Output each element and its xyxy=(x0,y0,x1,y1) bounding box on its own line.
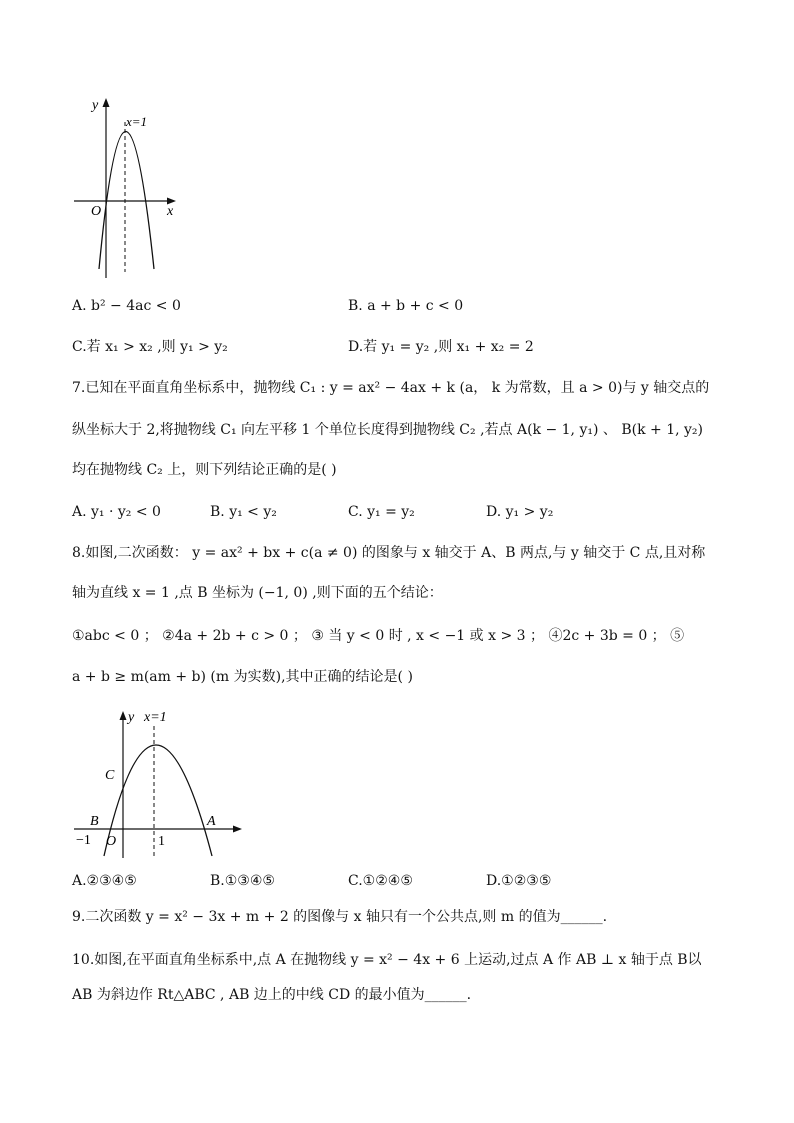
q7-option-b[interactable]: B. y₁ < y₂ xyxy=(210,504,277,520)
q6-option-c[interactable]: C.若 x₁ > x₂ ,则 y₁ > y₂ xyxy=(72,339,228,355)
figure-2-origin-label: O xyxy=(106,834,117,849)
q8-option-d[interactable]: D.①②③⑤ xyxy=(486,873,552,889)
q10-text-line-2: AB 为斜边作 Rt△ABC , AB 边上的中线 CD 的最小值为______. xyxy=(72,987,472,1003)
q7-option-c[interactable]: C. y₁ = y₂ xyxy=(348,504,415,520)
q8-text-line-3: ①abc < 0 ； ②4a + 2b + c > 0 ； ③ 当 y < 0 时 , x < −1 或 x > 3 ； ④2c + 3b = 0 ； ⑤ xyxy=(72,628,685,644)
figure-1-parabola-curve xyxy=(99,132,154,270)
figure-2-axis-label: x=1 xyxy=(144,710,167,725)
figure-2-tick-neg1: −1 xyxy=(76,833,91,848)
q8-text-line-1: 8.如图,二次函数： y = ax² + bx + c(a ≠ 0) 的图象与 x 轴交于 A、B 两点,与 y 轴交于 C 点,且对称 xyxy=(72,545,706,561)
figure-1-origin-label: O xyxy=(91,204,102,219)
q8-text-line-4: a + b ≥ m(am + b) (m 为实数),其中正确的结论是( ) xyxy=(72,669,413,685)
q8-option-b[interactable]: B.①③④⑤ xyxy=(210,873,275,889)
figure-1-parabola xyxy=(70,92,190,282)
figure-2-point-c: C xyxy=(105,768,115,783)
q7-option-d[interactable]: D. y₁ > y₂ xyxy=(486,504,554,520)
q9-text-line-1: 9.二次函数 y = x² − 3x + m + 2 的图像与 x 轴只有一个公共点,则 m 的值为______. xyxy=(72,909,608,925)
q10-text-line-1: 10.如图,在平面直角坐标系中,点 A 在抛物线 y = x² − 4x + 6 上运动,过点 A 作 AB ⊥ x 轴于点 B以 xyxy=(72,952,702,968)
q6-option-a[interactable]: A. b² − 4ac < 0 xyxy=(72,298,181,314)
figure-2-point-b: B xyxy=(90,814,99,829)
figure-2-point-a: A xyxy=(207,814,216,829)
figure-1-axis-label: x=1 xyxy=(126,114,148,129)
figure-2-y-label: y xyxy=(128,710,135,725)
figure-1-x-label: x xyxy=(167,204,174,219)
figure-1-y-arrow xyxy=(103,98,110,107)
q8-option-a[interactable]: A.②③④⑤ xyxy=(72,873,137,889)
q8-text-line-2: 轴为直线 x = 1 ,点 B 坐标为 (−1, 0) ,则下面的五个结论： xyxy=(72,585,443,601)
figure-1-y-label: y xyxy=(92,98,99,113)
figure-2-tick-1: 1 xyxy=(158,834,165,849)
q8-option-c[interactable]: C.①②④⑤ xyxy=(348,873,413,889)
q7-option-a[interactable]: A. y₁ · y₂ < 0 xyxy=(72,504,161,520)
figure-2-y-arrow xyxy=(120,711,127,720)
figure-2-x-arrow xyxy=(233,826,242,833)
q7-text-line-3: 均在抛物线 C₂ 上，则下列结论正确的是( ) xyxy=(72,462,337,478)
q7-text-line-2: 纵坐标大于 2,将抛物线 C₁ 向左平移 1 个单位长度得到抛物线 C₂ ,若点 A(k − 1, y₁) 、 B(k + 1, y₂) xyxy=(72,422,703,438)
q7-text-line-1: 7.已知在平面直角坐标系中，抛物线 C₁ : y = ax² − 4ax + k (a， k 为常数，且 a > 0)与 y 轴交点的 xyxy=(72,380,710,396)
figure-2-parabola xyxy=(72,704,252,860)
q6-option-b[interactable]: B. a + b + c < 0 xyxy=(348,298,464,314)
q6-option-d[interactable]: D.若 y₁ = y₂ ,则 x₁ + x₂ = 2 xyxy=(348,339,534,355)
